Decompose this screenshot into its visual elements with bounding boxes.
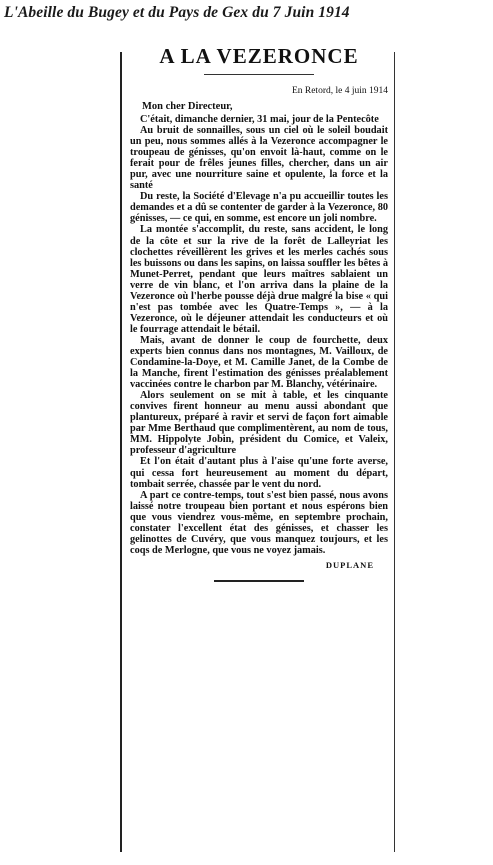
- newspaper-masthead: L'Abeille du Bugey et du Pays de Gex du 7 Juin 1914: [4, 4, 350, 21]
- paragraph: C'était, dimanche dernier, 31 mai, jour de la Pentecôte: [140, 114, 379, 125]
- paragraph: Mais, avant de donner le coup de fourchette, deux experts bien connus dans nos montagnes, M. Vailloux, de Condamine-la-Doye, et M. Camille Janet, de la Combe de la Manche, firent l'estimation des génisses préalablement vaccinées contre le charbon par M. Blanchy, vétérinaire.: [130, 334, 388, 391]
- paragraph: A part ce contre-temps, tout s'est bien passé, nous avons laissé notre troupeau bien portant et nous espérons bien que vous viendrez vous-même, en septembre prochain, constater l'excellent état des génisses, et chasser les gelinottes de Cuvéry, que vous manquez toujours, et les coqs de Merlogne, que vous ne voyez jamais.: [130, 489, 388, 556]
- paragraph: Alors seulement on se mit à table, et les cinquante convives firent honneur au menu aussi abondant que plantureux, préparé à ravir et servi de façon fort aimable par Mme Berthaud que complimentèrent, au nom de tous, MM. Hippolyte Jobin, président du Comice, et Valeix, professeur d'agriculture: [130, 390, 388, 457]
- paragraph: Du reste, la Société d'Elevage n'a pu accueillir toutes les demandes et a dû se contenter de garder à la Vezeronce, 80 génisses, — ce qui, en somme, est encore un joli nombre.: [130, 191, 388, 225]
- article-salutation: Mon cher Directeur,: [142, 101, 233, 112]
- title-rule: [204, 74, 314, 75]
- paragraph: Au bruit de sonnailles, sous un ciel où le soleil boudait un peu, nous sommes allés à la Vezeronce accompagner le troupeau de génisses, qu'on envoit là-haut, comme on le ferait pour de frêles jeunes filles, chercher, dans un air pur, avec une nourriture saine et opulente, la force et la santé: [130, 125, 388, 192]
- column-rule-right: [394, 52, 395, 852]
- article: [130, 42, 388, 582]
- end-rule: [214, 580, 304, 582]
- paragraph: La montée s'accomplit, du reste, sans accident, le long de la côte et sur la rive de la forêt de Lalleyriat les clochettes réveillèrent les grives et les merles cachés sous les buissons ou dans les sapins, on laissa souffler les bêtes à Munet-Perret, pendant que leurs maîtres sablaient un verre de vin blanc, et l'on arriva dans la plaine de la Vezeronce où l'herbe pousse déjà drue malgré la bise « qui n'est pas tombée avec les Quatre-Temps », — à la Vezeronce, où le déjeuner attendait les conducteurs et où le fourrage attendait le bétail.: [130, 224, 388, 335]
- article-dateline: En Retord, le 4 juin 1914: [291, 86, 388, 96]
- author-signature: DUPLANE: [325, 559, 374, 570]
- column-rule-left: [120, 52, 122, 852]
- article-title: A LA VEZERONCE: [159, 44, 359, 68]
- paragraph: Et l'on était d'autant plus à l'aise qu'une forte averse, qui cessa fort heureusement au moment du départ, tombait serrée, chassée par le vent du nord.: [130, 456, 388, 490]
